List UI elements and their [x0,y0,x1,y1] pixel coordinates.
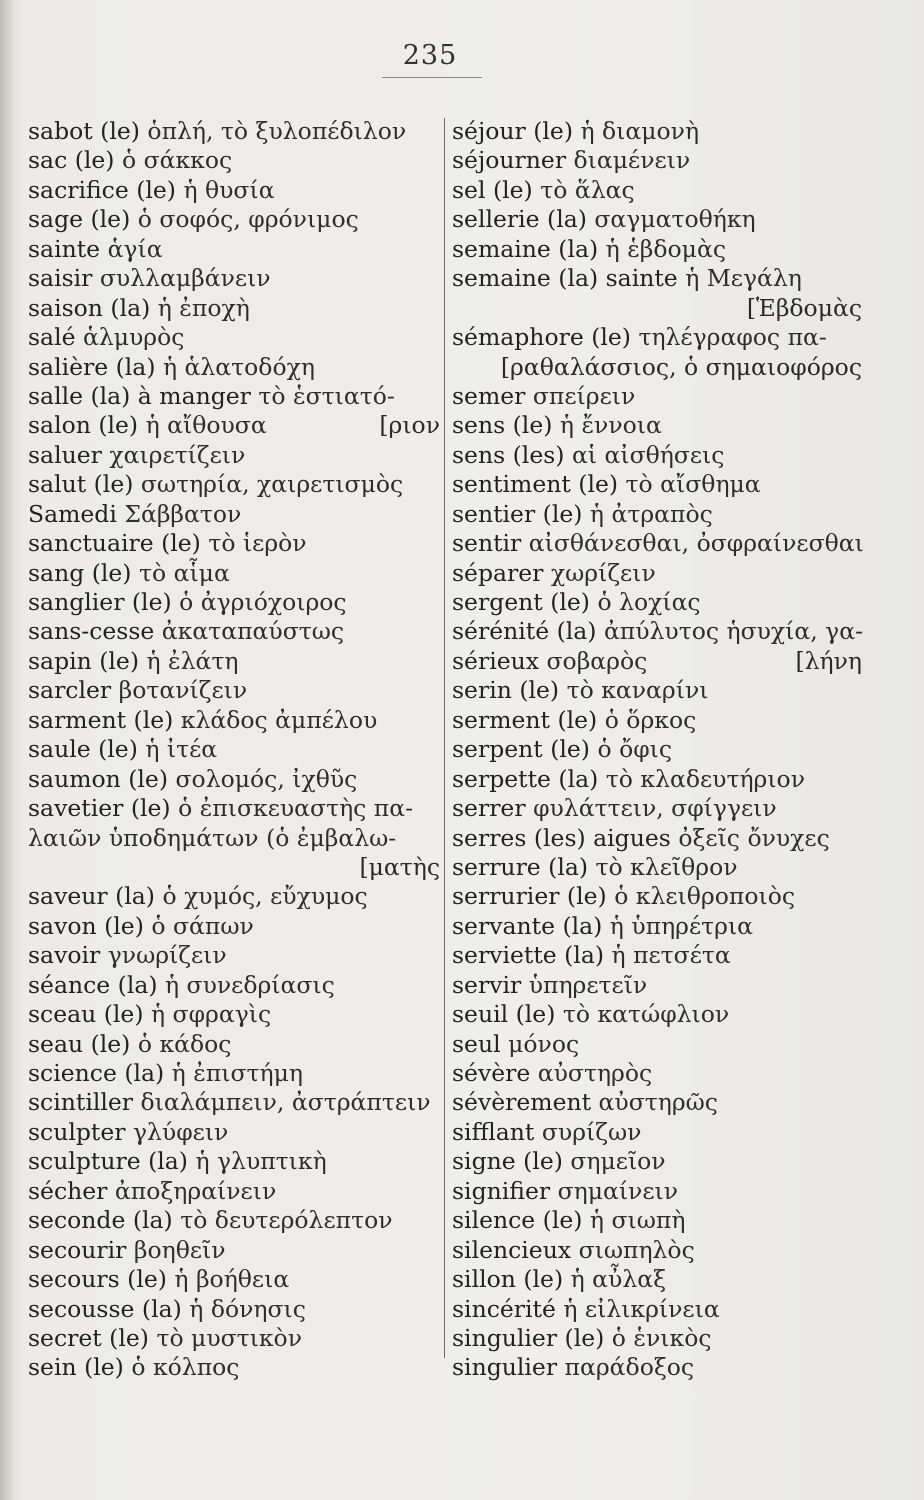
french-headword: sarment (le) [28,705,174,734]
dictionary-entry [28,500,440,529]
dictionary-entry [452,117,862,146]
french-headword: salière (la) [28,352,156,381]
french-headword: sac (le) [28,146,115,175]
greek-translation: ἡ συνεδρίασις [165,970,335,999]
french-headword: sanctuaire (le) [28,529,201,558]
greek-translation: τὸ ἱερὸν [208,529,307,558]
greek-translation: ἡ ἰτέα [145,735,218,764]
greek-translation: σωτηρία, χαιρετισμὸς [140,470,404,499]
greek-translation: ὁ κόλπος [131,1353,240,1382]
right-dictionary-column [452,117,862,1383]
dictionary-entry [28,205,440,234]
dictionary-entry [452,1324,862,1353]
greek-translation: ὁ λοχίας [597,588,701,616]
dictionary-entry [452,264,862,293]
header-rule [382,77,482,78]
dictionary-entry [28,323,440,352]
greek-translation: ἁγία [107,234,163,263]
greek-translation: παράδοξος [564,1353,695,1382]
dictionary-entry [452,500,862,529]
french-headword: sarcler [28,676,112,705]
french-headword: savetier (le) [28,794,171,823]
dictionary-entry [28,353,440,382]
french-headword: salut (le) [28,470,134,499]
french-headword: sillon (le) [452,1265,564,1294]
french-headword: sein (le) [28,1353,124,1382]
dictionary-entry [452,588,862,617]
continuation-fragment: [Ἑβδομὰς [746,293,862,322]
french-headword: sculpter [28,1117,126,1146]
french-headword: sapin (le) [28,646,139,675]
dictionary-entry [28,1177,440,1206]
page-number: 235 [402,40,458,71]
greek-translation: ὁ σάκκος [121,146,233,175]
french-headword: sabot (le) [28,117,140,145]
dictionary-entry [28,529,440,558]
french-headword: saison (la) [28,293,151,322]
dictionary-entry [452,735,862,764]
french-headword: saveur (la) [28,882,155,911]
french-headword: seau (le) [28,1029,131,1058]
greek-translation: τὸ κατώφλιον [562,1000,730,1029]
french-headword: signifier [452,1176,551,1205]
french-headword: serpent (le) [452,735,590,764]
dictionary-entry [28,294,440,323]
french-headword: sans-cesse [28,617,155,646]
dictionary-entry [452,323,862,352]
french-headword: sentiment (le) [452,470,619,499]
greek-translation: αἱ αἰσθήσεις [571,440,725,469]
greek-translation: ἀποξηραίνειν [114,1176,277,1205]
french-headword: sifflant [452,1117,535,1146]
dictionary-entry [28,264,440,293]
greek-translation: ἡ θυσία [183,175,275,204]
dictionary-entry [28,912,440,941]
dictionary-entry [28,971,440,1000]
french-headword: science (la) [28,1059,165,1087]
dictionary-entry [452,529,862,558]
dictionary-entry [452,882,862,911]
greek-translation: ὁ ἐπισκευαστὴς πα- [178,794,414,823]
greek-translation: ἡ δόνησις [189,1294,306,1323]
greek-translation: ὁ κλειθροποιὸς [614,882,796,911]
greek-translation: ὁ σάπων [151,911,254,940]
dictionary-entry [28,676,440,705]
dictionary-entry [452,1059,862,1088]
french-headword: serrer [452,794,526,823]
dictionary-entry [452,1265,862,1294]
page-gutter-shadow [0,0,14,1500]
greek-translation: γλύφειν [132,1117,229,1146]
french-headword: savoir [28,941,101,970]
dictionary-entry [452,794,862,823]
continuation-fragment: [ριον [379,411,440,440]
french-headword: savon (le) [28,911,144,940]
greek-translation: ἡ ἑβδομὰς [605,234,726,263]
french-headword: secourir [28,1235,127,1264]
greek-translation: ἡ ὑπηρέτρια [609,911,754,940]
column-divider [444,118,445,1358]
french-headword: Samedi [28,499,117,528]
dictionary-entry [452,676,862,705]
dictionary-entry [452,146,862,175]
greek-translation: ἡ ἐλάτη [146,646,239,675]
french-headword: seconde (la) [28,1206,173,1235]
greek-translation: ὁ σοφός, φρόνιμος [137,205,359,234]
greek-translation: σημεῖον [570,1147,666,1176]
french-headword: saluer [28,440,102,469]
greek-translation: ὁ ἀγριόχοιρος [179,588,347,616]
french-headword: semaine (la) [452,234,599,263]
greek-translation: χωρίζειν [550,558,656,587]
french-headword: seul [452,1029,501,1058]
french-headword: salon (le) [28,411,139,440]
french-headword: sergent (le) [452,588,590,616]
dictionary-entry [452,1353,862,1382]
greek-translation: ἡ ἐποχὴ [157,293,250,322]
dictionary-entry [452,382,862,411]
dictionary-entry [28,882,440,911]
french-headword: sacrifice (le) [28,175,176,204]
dictionary-entry [28,853,440,882]
left-dictionary-column [28,117,440,1383]
dictionary-entry [28,1324,440,1353]
dictionary-entry [28,559,440,588]
greek-translation: ἡ εἰλικρίνεια [563,1294,720,1323]
dictionary-entry [452,559,862,588]
greek-translation: ἀκαταπαύστως [161,617,345,646]
dictionary-entry [28,765,440,794]
dictionary-entry [452,1088,862,1117]
dictionary-entry [452,824,862,853]
french-headword: serin (le) [452,676,560,705]
greek-translation: ὁ ὄφις [597,735,673,764]
dictionary-entry [452,176,862,205]
greek-translation: γνωρίζειν [107,941,227,970]
french-headword: sécher [28,1176,108,1205]
greek-translation: ὁ ἑνικὸς [611,1323,712,1352]
greek-translation: τὸ κλαδευτήριον [605,764,805,793]
greek-translation: τὸ ἑστιατό- [258,381,395,410]
french-headword: serviette (la) [452,941,605,970]
dictionary-entry [28,735,440,764]
greek-translation: ὁ χυμός, εὔχυμος [162,882,368,911]
dictionary-entry [452,912,862,941]
dictionary-entry [452,647,862,676]
dictionary-entry [28,411,440,440]
dictionary-entry [452,706,862,735]
dictionary-entry [452,1295,862,1324]
french-headword: sainte [28,234,101,263]
french-headword: serrure (la) [452,852,589,881]
dictionary-entry [452,1030,862,1059]
dictionary-entry [28,382,440,411]
french-headword: saule (le) [28,735,138,764]
dictionary-entry [452,853,862,882]
greek-translation: ὀξεῖς ὄνυχες [678,823,830,852]
greek-translation: κλάδος ἀμπέλου [180,705,378,734]
dictionary-entry [452,1147,862,1176]
greek-translation: τὸ μυστικὸν [156,1323,302,1352]
greek-translation: διαμένειν [573,146,691,175]
dictionary-entry [28,1118,440,1147]
dictionary-entry [28,1059,440,1088]
greek-translation: σοβαρὸς [546,646,648,675]
dictionary-entry [28,1295,440,1324]
greek-translation: ὁπλή, τὸ ξυλοπέδιλον [147,117,407,145]
greek-translation: συρίζων [541,1117,642,1146]
french-headword: serrurier (le) [452,882,607,911]
greek-translation: τηλέγραφος πα- [638,323,827,352]
french-headword: séance (la) [28,970,158,999]
french-headword: sellerie (la) [452,205,587,234]
dictionary-entry [452,941,862,970]
french-headword: salé [28,323,76,352]
greek-translation: βοηθεῖν [133,1235,226,1264]
french-headword: sang (le) [28,558,132,587]
dictionary-entry [452,1000,862,1029]
dictionary-entry [452,235,862,264]
dictionary-entry [28,470,440,499]
french-headword: salle (la) à manger [28,381,251,410]
greek-translation: ὑπηρετεῖν [528,970,648,999]
greek-translation: ἀπύλυτος ἡσυχία, γα- [603,617,864,646]
french-headword: scintiller [28,1088,134,1117]
greek-translation: ὁ ὅρκος [604,705,697,734]
dictionary-entry [28,706,440,735]
greek-translation: μόνος [508,1029,580,1058]
french-headword: sévèrement [452,1088,592,1117]
french-headword: serpette (la) [452,764,599,793]
greek-translation: σαγματοθήκη [594,205,756,234]
greek-translation: τὸ ἅλας [540,175,635,204]
french-headword: sentir [452,529,522,558]
dictionary-entry [28,176,440,205]
greek-translation: ἡ ἁλατοδόχη [162,352,315,381]
greek-translation: ἁλμυρὸς [82,323,185,352]
greek-translation: τὸ δευτερόλεπτον [180,1206,393,1235]
french-headword: sincérité [452,1294,556,1323]
continuation-fragment: [ματὴς [359,852,440,881]
french-headword: sémaphore (le) [452,323,631,352]
greek-translation: ἡ σιωπὴ [589,1206,686,1235]
greek-translation: βοτανίζειν [118,676,248,705]
greek-translation: φυλάττειν, σφίγγειν [533,794,777,823]
dictionary-entry [28,824,440,853]
greek-translation: σημαίνειν [557,1176,679,1205]
greek-translation: τὸ αἴσθημα [625,470,761,499]
french-headword: sérieux [452,646,540,675]
dictionary-entry [28,794,440,823]
dictionary-entry [28,1088,440,1117]
dictionary-entry [28,1030,440,1059]
dictionary-entry [28,1206,440,1235]
dictionary-entry [28,941,440,970]
french-headword: secousse (la) [28,1294,182,1323]
greek-translation: Σάββατον [124,499,242,528]
french-headword: secret (le) [28,1323,149,1352]
greek-translation: ἡ αἴθουσα [145,411,267,440]
dictionary-entry [452,617,862,646]
french-headword: sanglier (le) [28,588,172,616]
greek-translation: ἡ γλυπτικὴ [195,1147,327,1176]
french-headword: servir [452,970,522,999]
greek-translation: συλλαμβάνειν [99,264,271,293]
dictionary-entry [28,647,440,676]
french-headword: semer [452,381,526,410]
french-headword: saumon (le) [28,764,169,793]
dictionary-entry [28,617,440,646]
french-headword: sérénité (la) [452,617,597,646]
dictionary-entry [452,294,862,323]
greek-translation: ἡ ἔννοια [559,411,662,440]
dictionary-entry [452,1206,862,1235]
greek-translation: ἡ διαμονὴ [580,117,700,145]
french-headword: servante (la) [452,911,603,940]
dictionary-entry [452,1236,862,1265]
dictionary-entry [452,205,862,234]
greek-translation: ἡ ἀτραπὸς [589,499,713,528]
greek-translation: ἡ σφραγὶς [151,1000,272,1029]
dictionary-entry [28,1353,440,1382]
french-headword: serres (les) aigues [452,823,671,852]
greek-translation: αὐστηρῶς [598,1088,718,1117]
french-headword: sceau (le) [28,1000,144,1029]
greek-translation: τὸ αἷμα [138,558,230,587]
dictionary-entry [452,765,862,794]
french-headword: sculpture (la) [28,1147,188,1176]
dictionary-entry [452,1118,862,1147]
french-headword: singulier (le) [452,1323,605,1352]
french-headword: séjour (le) [452,117,573,145]
french-headword: saisir [28,264,93,293]
french-headword: sel (le) [452,175,533,204]
greek-translation: τὸ κλεῖθρον [595,852,738,881]
french-headword: sens (les) [452,440,565,469]
french-headword: signe (le) [452,1147,563,1176]
greek-translation: τὸ καναρίνι [566,676,709,705]
greek-translation: ἡ ἐπιστήμη [171,1059,303,1087]
continuation-fragment: [ραθαλάσσιος, ὁ σημαιοφόρος [500,352,862,381]
dictionary-entry [28,1265,440,1294]
french-headword: singulier [452,1353,558,1382]
french-headword: secours (le) [28,1265,167,1294]
french-headword: seuil (le) [452,1000,556,1029]
greek-translation: ἡ Μεγάλη [685,264,802,293]
french-headword: sens (le) [452,411,553,440]
greek-translation: ἡ πετσέτα [611,941,731,970]
dictionary-entry [28,588,440,617]
french-headword: silence (le) [452,1206,583,1235]
greek-translation: αἰσθάνεσθαι, ὀσφραίνεσθαι [528,529,864,558]
greek-translation: χαιρετίζειν [109,440,246,469]
dictionary-entry [452,353,862,382]
greek-translation: σιωπηλὸς [578,1235,695,1264]
french-headword: sentier (le) [452,499,583,528]
french-headword: semaine (la) sainte [452,264,678,293]
dictionary-entry [28,117,440,146]
french-headword: séjourner [452,146,567,175]
dictionary-entry [452,441,862,470]
dictionary-entry [452,971,862,1000]
greek-translation: ὁ κάδος [137,1029,232,1058]
dictionary-entry [452,1177,862,1206]
greek-translation: ἡ βοήθεια [174,1265,290,1294]
dictionary-entry [28,1236,440,1265]
dictionary-entry [28,146,440,175]
dictionary-entry [28,1147,440,1176]
dictionary-entry [28,441,440,470]
dictionary-entry [28,235,440,264]
greek-translation: διαλάμπειν, ἀστράπτειν [140,1088,431,1117]
french-headword: silencieux [452,1235,572,1264]
dictionary-entry [452,411,862,440]
greek-translation: ἡ αὖλαξ [570,1265,667,1294]
french-headword: sage (le) [28,205,131,234]
dictionary-entry [28,1000,440,1029]
french-headword: serment (le) [452,705,598,734]
dictionary-entry [452,470,862,499]
continuation-fragment: [λήνη [795,646,862,675]
french-headword: sévère [452,1059,531,1087]
greek-translation: σολομός, ἰχθῦς [175,764,358,793]
greek-translation: αὐστηρὸς [537,1059,653,1087]
french-headword: séparer [452,558,544,587]
greek-translation: σπείρειν [532,381,636,410]
greek-translation: λαιῶν ὑποδημάτων (ὁ ἐμβαλω- [28,823,397,852]
